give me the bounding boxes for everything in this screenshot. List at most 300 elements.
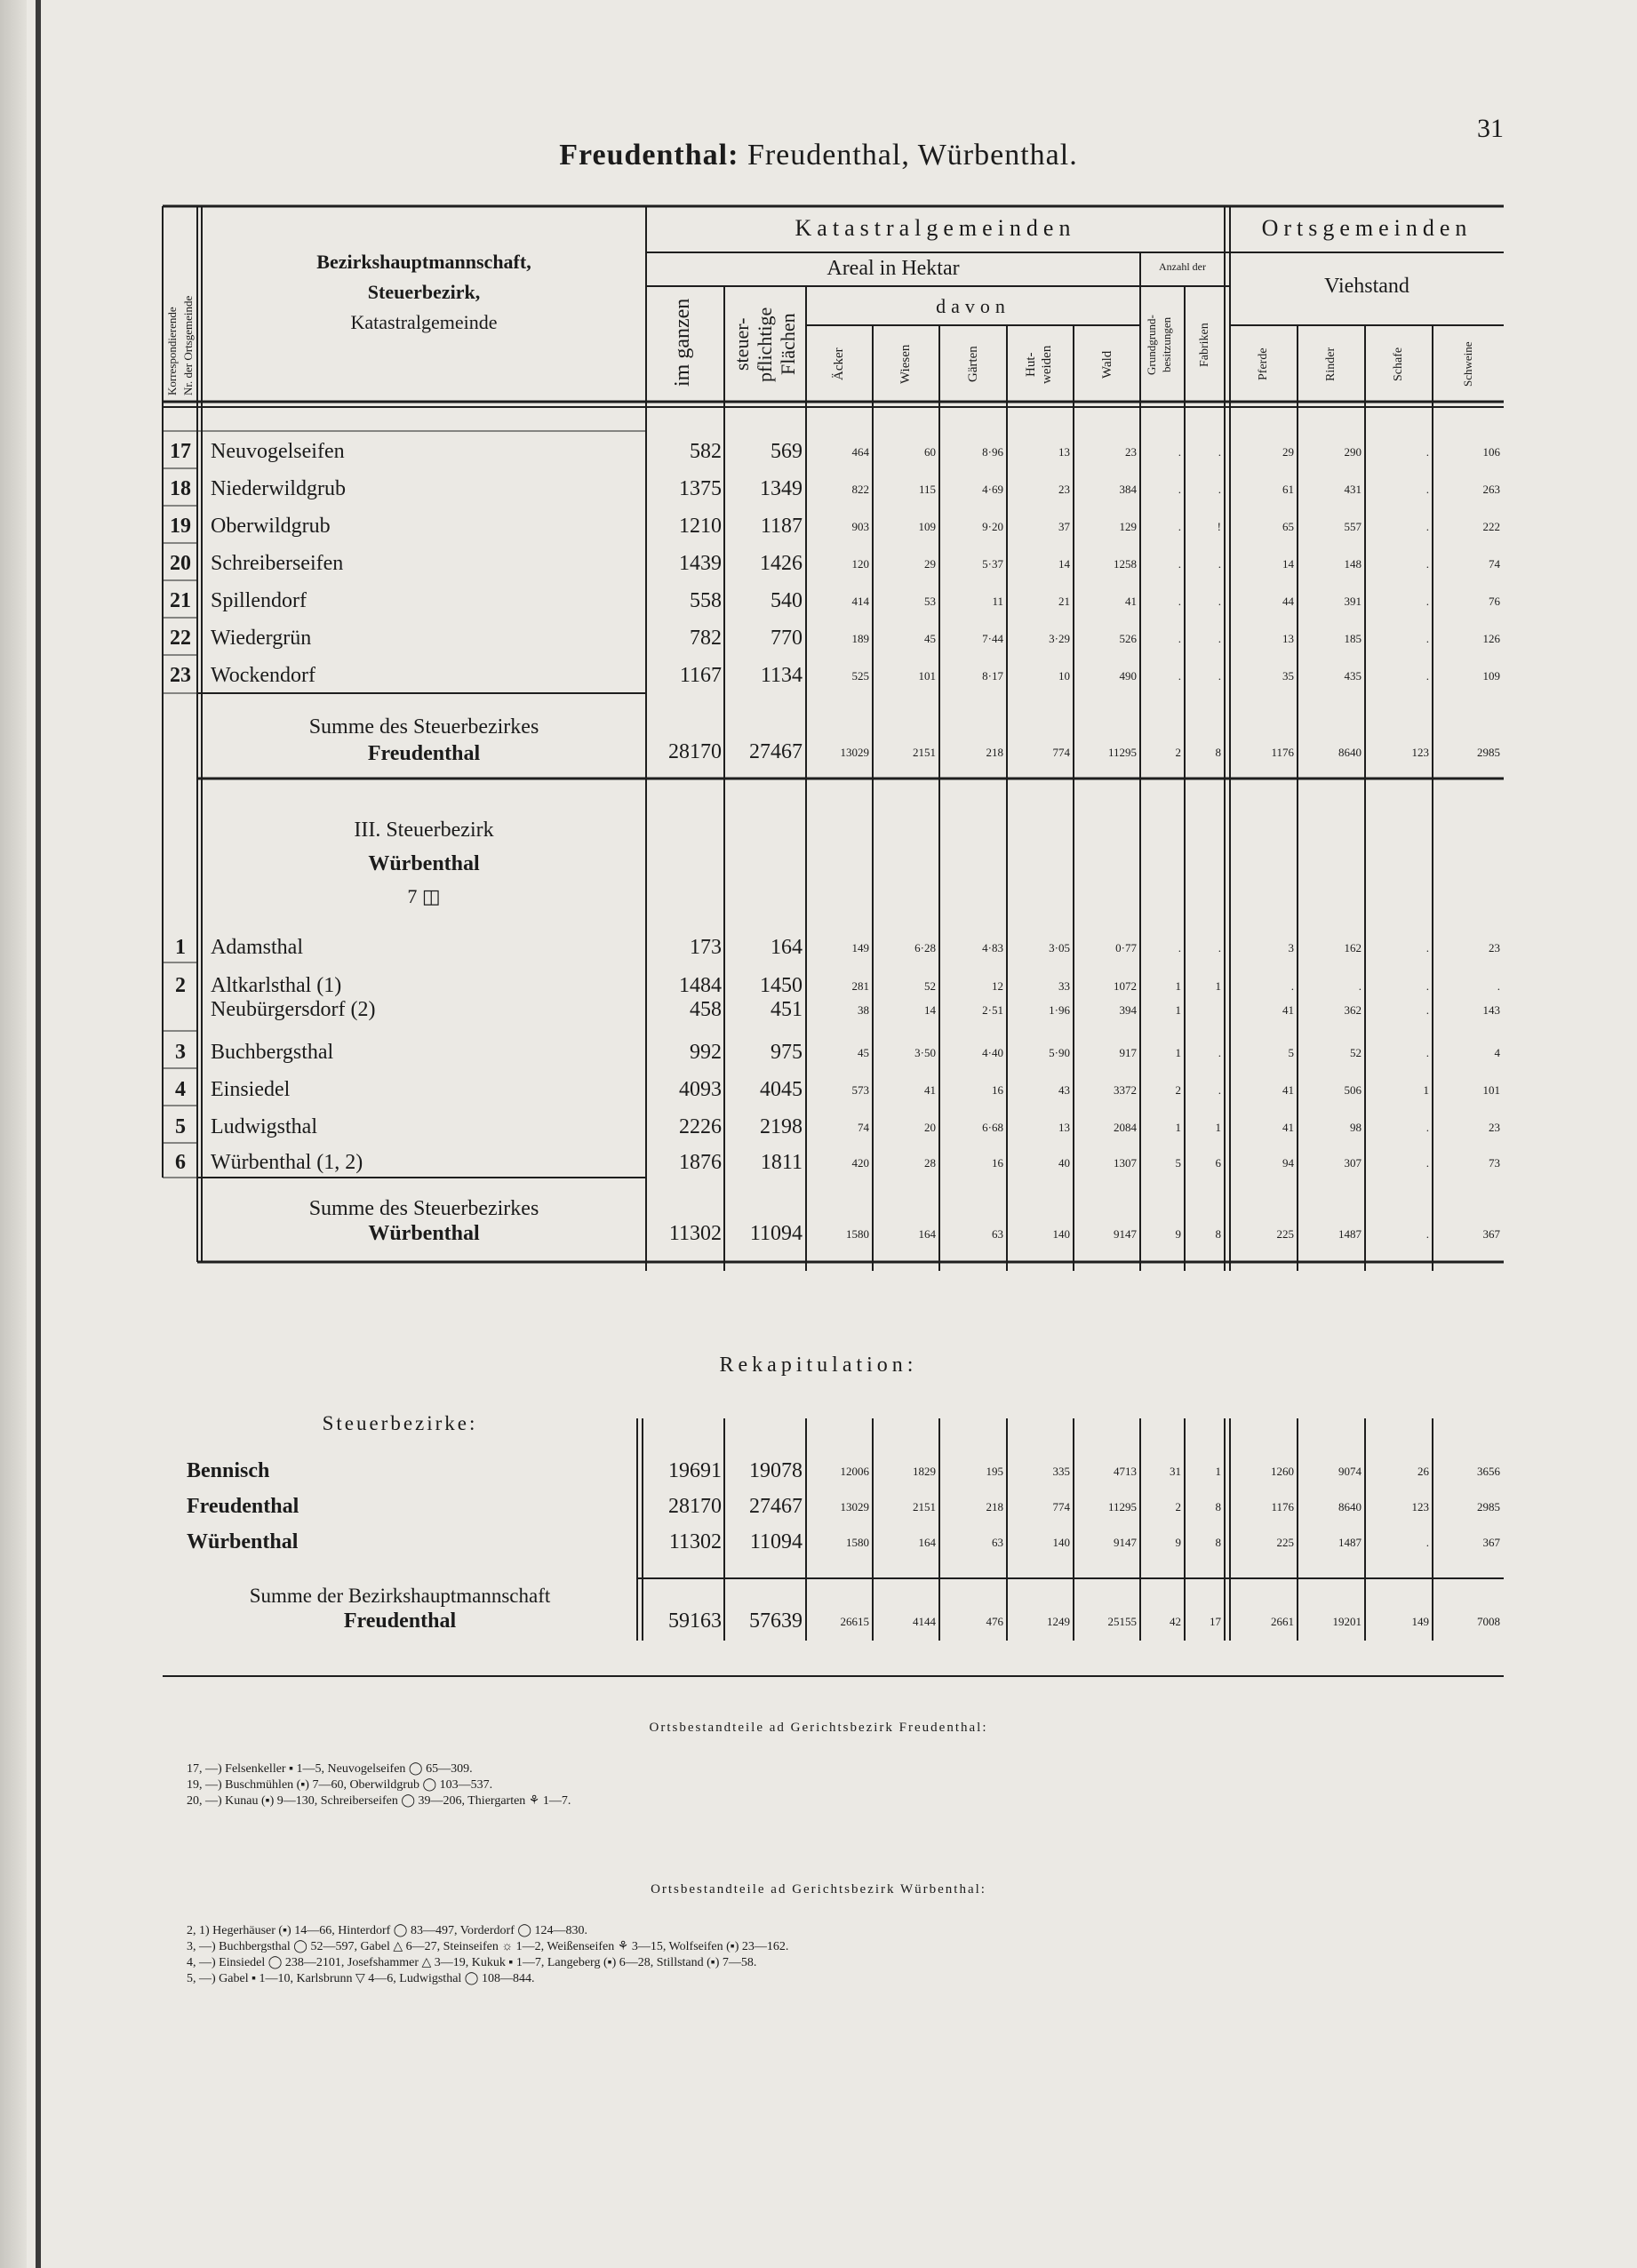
block-b-row-col-10: 52 [1350,1046,1362,1059]
block-a-row-col-0: 582 [690,440,722,463]
rekap-sum-col-0: 59163 [668,1609,722,1633]
block-b-row-col-11: . [1425,1121,1429,1134]
block-b-row-col-8: 1 [1215,979,1221,993]
bh-header-1: Bezirkshauptmannschaft, [316,251,531,273]
korr-header: Korrespondierende [165,307,179,395]
block-b-row-col-7: 1 [1175,1046,1181,1059]
block-a-row-col-2: 464 [851,445,869,459]
block-b-row-col-6: 3372 [1114,1083,1137,1097]
block-b-row-col-6: 1072 [1114,979,1137,993]
rekap-row-col-4: 195 [986,1465,1003,1478]
block-b-row-col-10: 98 [1350,1121,1362,1134]
grund-header: Grundgrund- [1145,315,1158,375]
rekap-sum-col-11: 149 [1411,1615,1429,1628]
block-b-row-col-9: 41 [1282,1003,1294,1017]
block-b-row-col-9: 94 [1282,1156,1294,1170]
section3-l1: III. Steuerbezirk [354,819,494,842]
block-a-row-col-7: . [1178,520,1181,533]
block-b-row-name: Altkarlsthal (1) [211,974,342,997]
korr-header-2: Nr. der Ortsgemeinde [181,295,195,395]
schweine-header: Schweine [1461,341,1474,387]
rekap-row-col-2: 1580 [846,1536,869,1549]
block-b-row-col-0: 2226 [679,1115,722,1138]
rekap-sum-col-8: 17 [1210,1615,1221,1628]
block-a-row-col-1: 540 [771,589,803,612]
block-a-row-col-9: 13 [1282,632,1294,645]
block-b-row-col-0: 1876 [679,1151,722,1174]
sum-b-col-5: 140 [1052,1227,1070,1241]
besitz-header: besitzungen [1160,316,1173,373]
sum-a-col-4: 218 [986,746,1003,759]
rekap-row-col-8: 8 [1215,1536,1221,1549]
block-a-row-col-9: 14 [1282,557,1294,571]
block-a-row-col-5: 23 [1058,483,1070,496]
block-b-row-col-2: 38 [858,1003,869,1017]
davon-header: davon [936,295,1010,317]
block-a-row-col-2: 822 [851,483,869,496]
block-a-row-col-0: 1439 [679,552,722,575]
katastral-header: Katastralgemeinden [795,215,1076,241]
block-b-row-nr: 6 [175,1151,186,1174]
block-a-row-col-8: . [1218,595,1221,608]
block-b-row-col-6: 394 [1119,1003,1137,1017]
block-a-row-col-5: 13 [1058,445,1070,459]
block-a-row-col-4: 9·20 [982,520,1003,533]
block-b-row-col-4: 16 [992,1156,1003,1170]
block-b-row-col-12: 143 [1482,1003,1500,1017]
block-a-row-col-11: . [1425,557,1429,571]
block-b-row-col-8: 6 [1215,1156,1221,1170]
sum-b-col-10: 1487 [1338,1227,1362,1241]
rekap-row-col-9: 225 [1276,1536,1294,1549]
block-b-row-col-8: . [1218,1083,1221,1097]
block-b-row-col-2: 45 [858,1046,869,1059]
section3-l2: Würbenthal [368,852,480,875]
rekap-sum-label-2: Freudenthal [343,1609,457,1633]
block-a-row-col-9: 65 [1282,520,1294,533]
block-a-row-col-5: 37 [1058,520,1070,533]
block-a-row-col-5: 14 [1058,557,1070,571]
block-a-row-col-12: 76 [1489,595,1500,608]
rekap-row-col-6: 4713 [1114,1465,1137,1478]
block-b-row-name: Ludwigsthal [211,1115,317,1138]
section3-l3: 7 ◫ [407,885,441,907]
rekap-sum-col-2: 26615 [840,1615,869,1628]
block-b-row-col-7: 1 [1175,1003,1181,1017]
block-b-row-col-8: . [1218,1046,1221,1059]
block-b-row-col-5: 43 [1058,1083,1070,1097]
block-b-row-col-2: 420 [851,1156,869,1170]
bh-header-2: Steuerbezirk, [367,281,481,303]
rekap-row-col-2: 13029 [840,1500,869,1513]
block-b-row-col-0: 173 [690,936,722,959]
block-a-row-name: Spillendorf [211,589,307,612]
block-b-row-col-9: 5 [1288,1046,1294,1059]
block-a-row-col-6: 384 [1119,483,1137,496]
note-line: 20, —) Kunau (▪) 9—130, Schreiberseifen ◯ 39—206, Thiergarten ⚘ 1—7. [187,1794,571,1808]
block-a-row-col-8: . [1218,557,1221,571]
rekap-row-col-8: 8 [1215,1500,1221,1513]
block-b-row-col-6: 2084 [1114,1121,1137,1134]
block-b-row-col-0: 992 [690,1041,722,1064]
fabriken-header: Fabriken [1198,323,1211,367]
acker-header: Äcker [832,347,846,381]
block-a-row-col-3: 53 [924,595,936,608]
rekap-sum-col-6: 25155 [1107,1615,1137,1628]
block-a-row-col-1: 770 [771,627,803,650]
block-b-row-col-5: 5·90 [1049,1046,1070,1059]
block-a-row-col-10: 435 [1344,669,1362,683]
rekap-row-col-4: 63 [992,1536,1003,1549]
block-b-row-col-3: 52 [924,979,936,993]
rekap-row-col-6: 9147 [1114,1536,1137,1549]
block-b-row-col-1: 1450 [760,974,803,997]
block-a-row-col-7: . [1178,445,1181,459]
block-a-row-col-8: ! [1217,520,1221,533]
pflichtige-header: pflichtige [754,307,776,382]
block-b-row-col-1: 2198 [760,1115,803,1138]
block-a-row-col-8: . [1218,445,1221,459]
block-b-row-nr: 3 [175,1041,186,1064]
notes2-title: Ortsbestandteile ad Gerichtsbezirk Würbenthal: [651,1882,986,1897]
sum-a-col-11: 123 [1411,746,1429,759]
block-a-row-col-4: 8·17 [982,669,1003,683]
rekap-row-col-11: 123 [1411,1500,1429,1513]
block-a-row-col-6: 490 [1119,669,1137,683]
block-b-row-col-8: . [1218,941,1221,954]
block-a-row-col-0: 782 [690,627,722,650]
block-a-row-col-7: . [1178,483,1181,496]
rekap-row-col-7: 31 [1170,1465,1181,1478]
block-a-row-col-0: 1210 [679,515,722,538]
sum-a-col-10: 8640 [1338,746,1362,759]
block-b-row-col-12: 101 [1482,1083,1500,1097]
areal-header: Areal in Hektar [826,257,960,280]
block-a-row-col-11: . [1425,483,1429,496]
rekap-row-col-7: 9 [1175,1536,1181,1549]
block-a-row-col-8: . [1218,483,1221,496]
wiesen-header: Wiesen [898,344,913,385]
sum-b-col-11: . [1425,1227,1429,1241]
block-a-row-col-0: 558 [690,589,722,612]
block-b-row-col-10: 307 [1344,1156,1362,1170]
rekap-sum-col-1: 57639 [749,1609,803,1633]
block-a-row-col-7: . [1178,595,1181,608]
block-a-row-col-11: . [1425,445,1429,459]
block-b-row-col-0: 1484 [679,974,722,997]
sum-b-col-4: 63 [992,1227,1003,1241]
block-a-row-nr: 23 [170,664,191,687]
block-b-row-col-11: . [1425,1156,1429,1170]
block-a-row-col-3: 109 [918,520,936,533]
block-a-row-col-6: 41 [1125,595,1137,608]
block-a-row-col-1: 1134 [760,664,803,687]
sum-b-col-0: 11302 [668,1222,722,1245]
block-a-row-col-9: 35 [1282,669,1294,683]
note-line: 3, —) Buchbergsthal ◯ 52—597, Gabel △ 6—27, Steinseifen ☼ 1—2, Weißenseifen ⚘ 3—15, Wolfseifen (▪) 23—162. [187,1940,789,1953]
block-a-row-col-7: . [1178,557,1181,571]
sum-b-col-2: 1580 [846,1227,869,1241]
block-b-row-nr: 4 [175,1078,186,1101]
block-b-row-col-12: 73 [1489,1156,1500,1170]
sum-a-label-1: Summe des Steuerbezirkes [308,715,539,739]
block-a-row-col-9: 61 [1282,483,1294,496]
rekap-row-col-5: 774 [1052,1500,1070,1513]
pferde-header: Pferde [1257,347,1270,381]
rekap-row-col-12: 2985 [1477,1500,1500,1513]
block-a-row-col-12: 74 [1489,557,1500,571]
block-b-row-col-3: 28 [924,1156,936,1170]
block-b-row-col-4: 4·40 [982,1046,1003,1059]
block-a-row-col-11: . [1425,520,1429,533]
rekap-row-col-0: 11302 [668,1530,722,1553]
block-a-row-col-10: 431 [1344,483,1362,496]
block-a-row-col-10: 557 [1344,520,1362,533]
block-b-row-name: Neubürgersdorf (2) [211,998,376,1021]
block-a-row-col-1: 1426 [760,552,803,575]
block-a-row-col-8: . [1218,669,1221,683]
block-b-row-col-2: 573 [851,1083,869,1097]
sum-a-col-1: 27467 [749,740,803,763]
weiden-header: weiden [1040,345,1054,384]
sum-b-col-8: 8 [1215,1227,1221,1241]
block-b-row-col-11: . [1425,941,1429,954]
block-b-row-col-5: 13 [1058,1121,1070,1134]
rekap-row-col-7: 2 [1175,1500,1181,1513]
block-a-row-col-7: . [1178,669,1181,683]
sum-a-col-2: 13029 [840,746,869,759]
rekap-row-col-3: 2151 [913,1500,936,1513]
rekap-row-col-1: 27467 [749,1495,803,1518]
block-a-row-col-3: 45 [924,632,936,645]
block-a-row-col-5: 3·29 [1049,632,1070,645]
rekap-row-col-2: 12006 [840,1465,869,1478]
sum-b-col-12: 367 [1482,1227,1500,1241]
sum-a-col-7: 2 [1175,746,1181,759]
block-a-row-col-12: 126 [1482,632,1500,645]
sum-a-col-12: 2985 [1477,746,1500,759]
title-rest: Freudenthal, Würbenthal. [747,139,1078,172]
flaechen-header: Flächen [777,313,799,376]
rekap-row-col-1: 11094 [749,1530,803,1553]
block-b-row-col-3: 41 [924,1083,936,1097]
rekap-sum-col-4: 476 [986,1615,1003,1628]
block-a-row-name: Neuvogelseifen [211,440,345,463]
wald-header: Wald [1100,350,1114,379]
rekap-row-col-11: . [1425,1536,1429,1549]
block-a-row-col-12: 222 [1482,520,1500,533]
block-a-row-col-10: 185 [1344,632,1362,645]
block-b-row-col-5: 3·05 [1049,941,1070,954]
sum-b-label-2: Würbenthal [368,1222,480,1245]
rekap-sub: Steuerbezirke: [322,1412,478,1434]
rekap-row-col-12: 367 [1482,1536,1500,1549]
rekap-row-col-1: 19078 [749,1459,803,1482]
block-a-row-col-3: 101 [918,669,936,683]
sum-a-col-0: 28170 [668,740,722,763]
block-a-row-col-6: 23 [1125,445,1137,459]
anzahl-header: Anzahl der [1159,260,1206,273]
rekap-row-col-3: 1829 [913,1465,936,1478]
block-a-row-name: Wockendorf [211,664,316,687]
block-a-row-col-2: 189 [851,632,869,645]
rekap-row-col-12: 3656 [1477,1465,1500,1478]
block-a-row-col-12: 109 [1482,669,1500,683]
bh-header-3: Katastralgemeinde [350,311,498,333]
rekap-row-col-3: 164 [918,1536,936,1549]
block-b-row-col-12: 23 [1489,1121,1500,1134]
block-b-row-col-9: . [1290,979,1294,993]
block-b-row-nr: 5 [175,1115,186,1138]
rekap-row-col-0: 28170 [668,1495,722,1518]
sum-a-col-6: 11295 [1107,746,1137,759]
block-b-row-col-7: 1 [1175,1121,1181,1134]
block-a-row-col-3: 60 [924,445,936,459]
hut-header: Hut- [1024,352,1038,377]
sum-b-col-3: 164 [918,1227,936,1241]
block-b-row-col-9: 3 [1288,941,1294,954]
block-b-row-col-4: 12 [992,979,1003,993]
block-b-row-col-12: 4 [1494,1046,1500,1059]
block-b-row-name: Adamsthal [211,936,303,959]
block-b-row-col-3: 6·28 [914,941,936,954]
steuer-header: steuer- [731,317,753,371]
note-line: 2, 1) Hegerhäuser (▪) 14—66, Hinterdorf ◯ 83—497, Vorderdorf ◯ 124—830. [187,1924,588,1937]
block-b-row-name: Buchbergsthal [211,1041,334,1064]
rekap-sum-col-9: 2661 [1271,1615,1294,1628]
block-b-row-col-1: 975 [771,1041,803,1064]
block-b-row-col-0: 4093 [679,1078,722,1101]
sum-b-col-1: 11094 [749,1222,803,1245]
block-a-row-col-9: 44 [1282,595,1294,608]
block-b-row-col-3: 3·50 [914,1046,936,1059]
rekap-row-name: Freudenthal [187,1495,299,1518]
rekap-sum-col-3: 4144 [913,1615,936,1628]
block-b-row-col-3: 20 [924,1121,936,1134]
rekap-row-col-11: 26 [1417,1465,1429,1478]
block-a-row-col-8: . [1218,632,1221,645]
block-a-row-col-11: . [1425,595,1429,608]
block-b-row-col-4: 4·83 [982,941,1003,954]
block-b-row-col-4: 16 [992,1083,1003,1097]
orts-header: Ortsgemeinden [1261,215,1473,241]
block-a-row-col-11: . [1425,669,1429,683]
rekap-row-col-5: 335 [1052,1465,1070,1478]
block-a-row-nr: 17 [170,440,191,463]
viehstand-header: Viehstand [1324,275,1409,298]
block-a-row-col-4: 5·37 [982,557,1003,571]
rekap-row-col-6: 11295 [1107,1500,1137,1513]
rekap-title: Rekapitulation: [719,1354,918,1377]
block-a-row-col-0: 1167 [679,664,722,687]
block-b-row-col-4: 6·68 [982,1121,1003,1134]
block-b-row-name: Einsiedel [211,1078,291,1101]
block-b-row-col-2: 74 [858,1121,869,1134]
sum-a-col-8: 8 [1215,746,1221,759]
block-b-row-col-4: 2·51 [982,1003,1003,1017]
rekap-row-col-10: 9074 [1338,1465,1362,1478]
block-b-row-nr: 2 [175,974,186,997]
block-a-row-col-2: 525 [851,669,869,683]
block-a-row-col-5: 21 [1058,595,1070,608]
block-a-row-col-3: 115 [918,483,936,496]
rekap-row-col-4: 218 [986,1500,1003,1513]
block-a-row-col-10: 148 [1344,557,1362,571]
block-b-row-col-7: 5 [1175,1156,1181,1170]
block-a-row-col-12: 263 [1482,483,1500,496]
note-line: 19, —) Buschmühlen (▪) 7—60, Oberwildgrub ◯ 103—537. [187,1778,493,1792]
block-b-row-col-0: 458 [690,998,722,1021]
rekap-row-col-10: 1487 [1338,1536,1362,1549]
note-line: 4, —) Einsiedel ◯ 238—2101, Josefshammer △ 3—19, Kukuk ▪ 1—7, Langeberg (▪) 6—28, Stillstand (▪) 7—58. [187,1956,757,1969]
sum-a-col-3: 2151 [913,746,936,759]
sum-a-col-9: 1176 [1271,746,1294,759]
block-b-row-col-3: 14 [924,1003,936,1017]
rinder-header: Rinder [1324,347,1338,382]
block-a-row-col-10: 391 [1344,595,1362,608]
block-b-row-col-1: 4045 [760,1078,803,1101]
block-a-row-col-9: 29 [1282,445,1294,459]
block-b-row-col-8: 1 [1215,1121,1221,1134]
block-b-row-col-1: 451 [771,998,803,1021]
rekap-row-col-9: 1260 [1271,1465,1294,1478]
block-a-row-col-1: 569 [771,440,803,463]
block-a-row-col-2: 414 [851,595,869,608]
rekap-row-col-9: 1176 [1271,1500,1294,1513]
rekap-row-col-8: 1 [1215,1465,1221,1478]
block-b-row-col-12: 23 [1489,941,1500,954]
block-b-row-col-10: 362 [1344,1003,1362,1017]
block-a-row-name: Schreiberseifen [211,552,344,575]
block-b-row-nr: 1 [175,936,186,959]
block-b-row-col-5: 1·96 [1049,1003,1070,1017]
block-a-row-col-4: 11 [992,595,1003,608]
block-a-row-nr: 22 [170,627,191,650]
rekap-sum-col-5: 1249 [1047,1615,1070,1628]
block-a-row-col-10: 290 [1344,445,1362,459]
block-b-row-col-10: 506 [1344,1083,1362,1097]
block-a-row-col-6: 129 [1119,520,1137,533]
block-b-row-col-11: . [1425,1003,1429,1017]
block-a-row-col-4: 8·96 [982,445,1003,459]
block-a-row-col-7: . [1178,632,1181,645]
note-line: 5, —) Gabel ▪ 1—10, Karlsbrunn ▽ 4—6, Ludwigsthal ◯ 108—844. [187,1972,535,1985]
block-a-row-nr: 19 [170,515,191,538]
block-b-row-col-10: 162 [1344,941,1362,954]
title-bold: Freudenthal: [559,139,739,172]
rekap-sum-col-7: 42 [1170,1615,1181,1628]
block-b-row-col-1: 1811 [760,1151,803,1174]
sum-a-label-2: Freudenthal [367,742,481,765]
block-b-row-col-5: 33 [1058,979,1070,993]
block-a-row-nr: 20 [170,552,191,575]
block-b-row-col-11: . [1425,979,1429,993]
schafe-header: Schafe [1392,347,1405,382]
block-b-row-col-2: 281 [851,979,869,993]
block-b-row-col-6: 1307 [1114,1156,1137,1170]
block-a-row-name: Oberwildgrub [211,515,331,538]
block-a-row-col-1: 1187 [760,515,803,538]
block-a-row-name: Wiedergrün [211,627,312,650]
sum-b-col-9: 225 [1276,1227,1294,1241]
block-a-row-col-0: 1375 [679,477,722,500]
rekap-sum-col-12: 7008 [1477,1615,1500,1628]
block-b-row-col-6: 917 [1119,1046,1137,1059]
block-b-row-col-2: 149 [851,941,869,954]
block-b-row-col-7: . [1178,941,1181,954]
block-b-row-col-12: . [1497,979,1500,993]
block-b-row-col-7: 1 [1175,979,1181,993]
